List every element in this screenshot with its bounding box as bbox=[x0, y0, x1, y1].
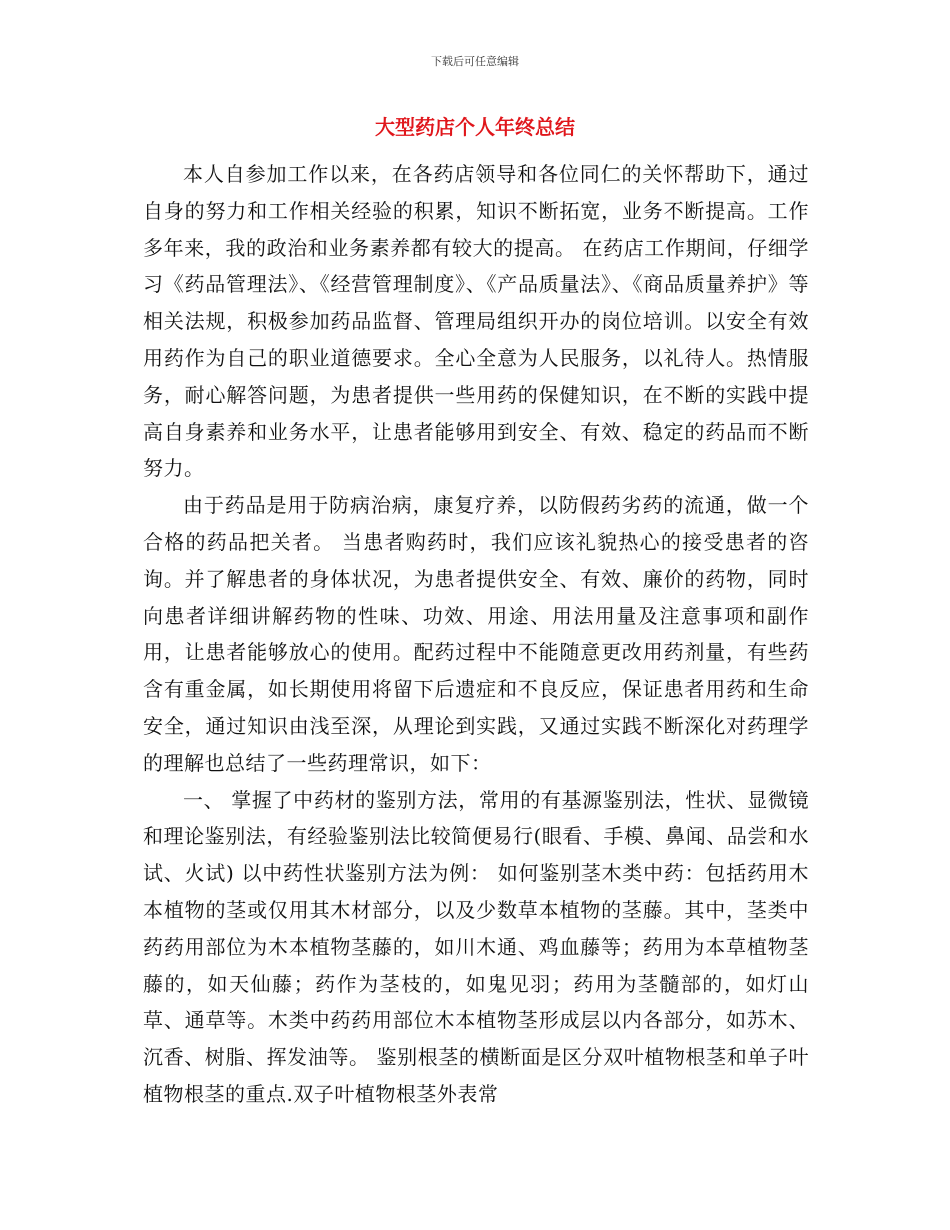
paragraph-identification: 一、 掌握了中药材的鉴别方法，常用的有基源鉴别法，性状、显微镜和理论鉴别法，有经验鉴别法比较简便易行(眼看、手模、鼻闻、品尝和水试、火试) 以中药性状鉴别方法为例： 如何鉴别茎木类中药：包括药用木本植物的茎或仅用其木材部分，以及少数草本植物的茎藤。其中，茎类中药药用部位为木本植物茎藤的，如川木通、鸡血藤等；药用为本草植物茎藤的，如天仙藤；药作为茎枝的，如鬼见羽；药用为茎髓部的，如灯山草、通草等。木类中药药用部位木本植物茎形成层以内各部分，如苏木、沉香、树脂、挥发油等。 鉴别根茎的横断面是区分双叶植物根茎和单子叶植物根茎的重点.双子叶植物根茎外表常 bbox=[143, 787, 809, 1106]
document-body bbox=[143, 156, 809, 1113]
document-title: 大型药店个人年终总结 bbox=[375, 115, 575, 139]
page-header-note: 下载后可任意编辑 bbox=[431, 55, 519, 68]
paragraph-intro: 本人自参加工作以来，在各药店领导和各位同仁的关怀帮助下，通过自身的努力和工作相关经验的积累，知识不断拓宽，业务不断提高。工作多年来，我的政治和业务素养都有较大的提高。 在药店工作期间，仔细学习《药品管理法》、《经营管理制度》、《产品质量法》、《商品质量养护》等相关法规，积极参加药品监督、管理局组织开办的岗位培训。以安全有效用药作为自己的职业道德要求。全心全意为人民服务，以礼待人。热情服务，耐心解答问题，为患者提供一些用药的保健知识，在不断的实践中提高自身素养和业务水平，让患者能够用到安全、有效、稳定的药品而不断努力。 bbox=[143, 162, 809, 481]
paragraph-service: 由于药品是用于防病治病，康复疗养，以防假药劣药的流通，做一个合格的药品把关者。 当患者购药时，我们应该礼貌热心的接受患者的咨询。并了解患者的身体状况，为患者提供安全、有效、廉价的药物，同时向患者详细讲解药物的性味、功效、用途、用法用量及注意事项和副作用，让患者能够放心的使用。配药过程中不能随意更改用药剂量，有些药含有重金属，如长期使用将留下后遗症和不良反应，保证患者用药和生命安全，通过知识由浅至深，从理论到实践，又通过实践不断深化对药理学的理解也总结了一些药理常识，如下： bbox=[143, 493, 809, 775]
